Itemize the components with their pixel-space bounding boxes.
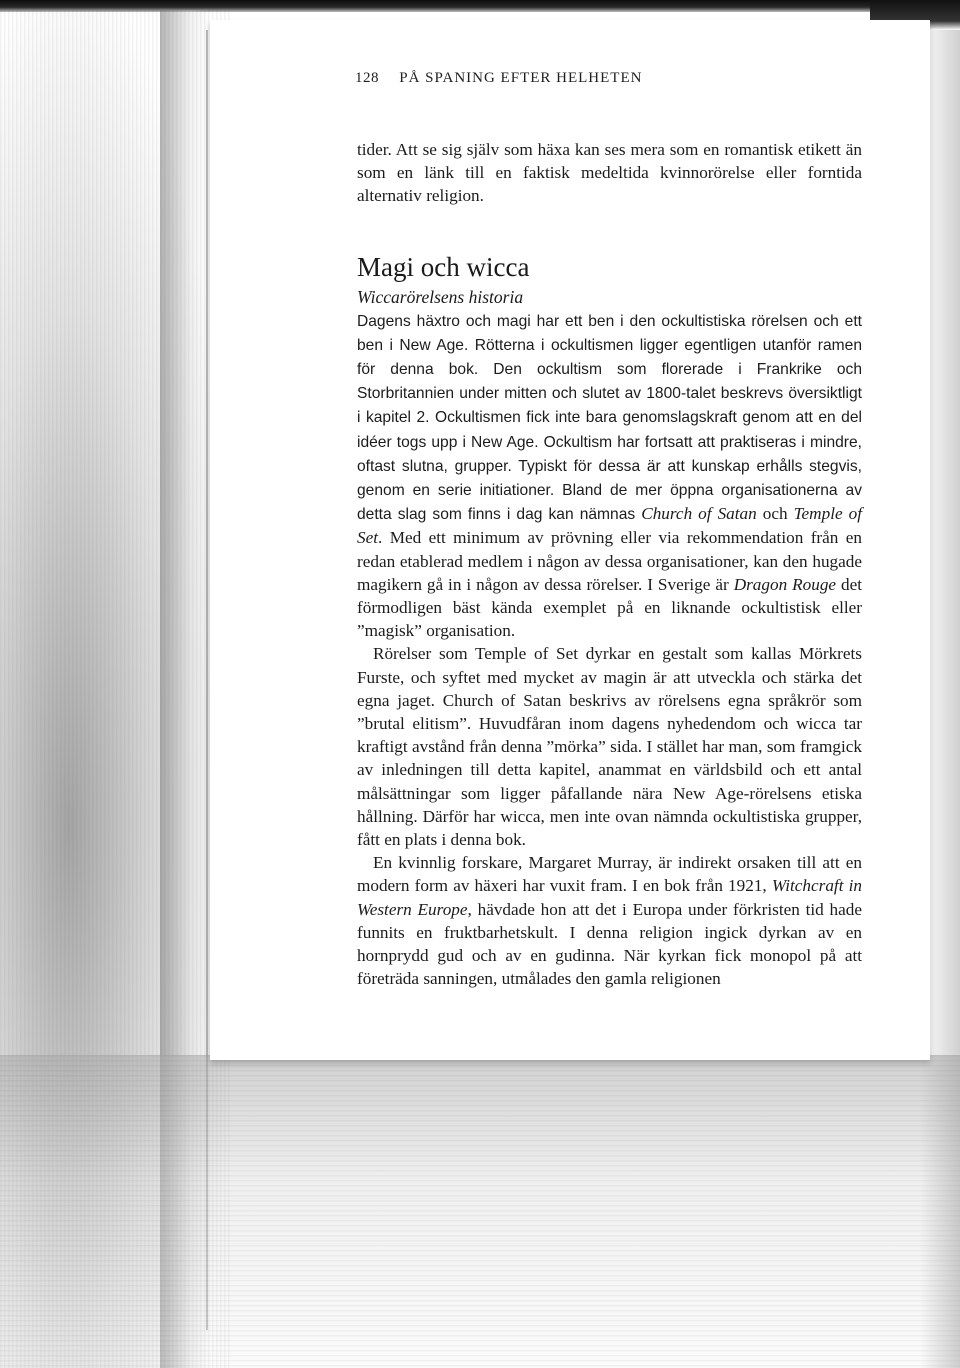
- paragraph-1: [357, 309, 862, 643]
- running-head-title: PÅ SPANING EFTER HELHETEN: [399, 70, 643, 86]
- witchcraft-book-title: Witchcraft in Western Europe: [357, 876, 862, 919]
- church-of-satan-title: Church of Satan: [641, 504, 757, 524]
- section-subheading: Wiccarörelsens historia: [357, 286, 524, 307]
- temple-of-set-title: Temple of Set: [357, 504, 862, 548]
- section-heading: Magi och wicca: [357, 251, 530, 282]
- lower-page-texture: [0, 1055, 960, 1368]
- paragraph-1-part2: och: [756, 504, 794, 524]
- paragraph-1-part3: . Med ett minimum av prövning eller via rekommendation från en redan etablerad medlem i någon av dessa organisationer, kan den hugade magikern gå in i någon av dessa rörelser. I Sverige är: [357, 528, 862, 594]
- paragraph-2: Rörelser som Temple of Set dyrkar en gestalt som kallas Mörkrets Furste, och syftet med mycket av magin är att utveckla och stärka det egna jaget. Church of Satan beskrivs av rörelsens egna språkrör som ”brutal elitism”. Huvudfåran inom dagens nyhedendom och wicca tar kraftigt avstånd från denna ”mörka” sida. I stället har man, som framgick av inledningen till detta kapitel, anammat en världsbild och ett antal målsättningar som ligger påfallande nära New Age-rörelsens etiska hållning. Därför har wicca, men inte ovan nämnda ockultistiska grupper, fått en plats i denna bok.: [357, 644, 862, 850]
- paragraph-3-part2: , hävdade hon att det i Europa under förkristen tid hade funnits en fruktbarhetskult. I denna religion ingick dyrkan av en hornprydd gud och av en gudinna. När kyrkan fick monopol på att företräda sanningen, utmålades den gamla religionen: [357, 899, 863, 989]
- page-number: 128: [355, 70, 379, 86]
- paragraph-1-part4: det förmodligen bäst kända exemplet på en liknande ockultistisk eller ”magisk” organisation.: [357, 574, 863, 641]
- paragraph-3-part1: En kvinnlig forskare, Margaret Murray, är indirekt orsaken till att en modern form av häxeri har vuxit fram. I en bok från 1921,: [357, 853, 862, 896]
- body-text: [357, 138, 862, 991]
- running-head: [355, 70, 642, 87]
- dragon-rouge-title: Dragon Rouge: [733, 574, 837, 594]
- intro-paragraph: tider. Att se sig själv som häxa kan ses mera som en romantisk etikett än som en länk till en faktisk medeltida kvinnorörelse eller forntida alternativ religion.: [357, 140, 862, 206]
- paragraph-1-part1: Dagens häxtro och magi har ett ben i den ockultistiska rörelsen och ett ben i New Age. Rötterna i ockultismen ligger egentligen utanför ramen för denna bok. Den ockultism som florerade i Frankrike och Storbritannien under mitten och slutet av 1800-talet beskrevs översiktligt i kapitel 2. Ockultismen fick inte bara genomslagskraft genom att en del idéer togs upp i New Age. Ockultism har fortsatt att praktiseras i mindre, oftast slutna, grupper. Typiskt för dessa är att kunskap erhålls stegvis, genom en serie initiationer. Bland de mer öppna organisationerna av detta slag som finns i dag kan nämnas: [357, 312, 862, 524]
- paragraph-3: [357, 851, 862, 990]
